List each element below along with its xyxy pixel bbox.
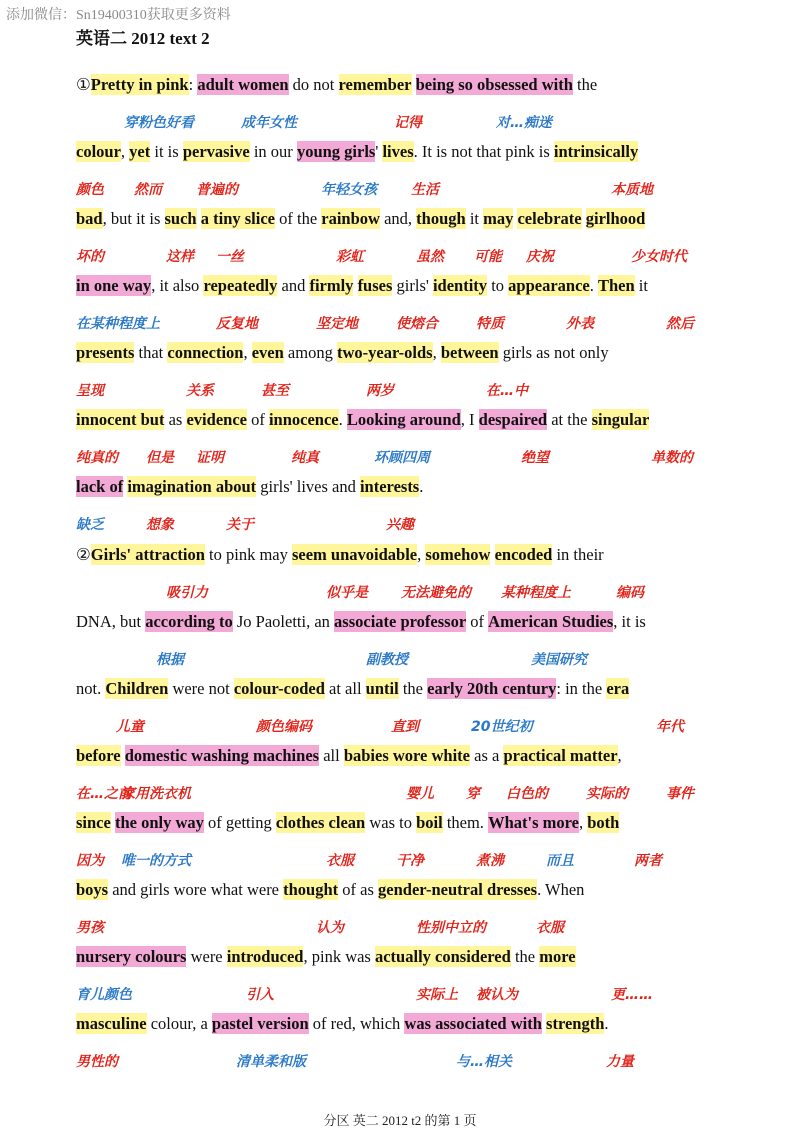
plain-text: . When [537, 880, 585, 899]
pink-highlight: despaired [478, 410, 548, 429]
chinese-annotation: 与…相关 [456, 1054, 512, 1070]
chinese-annotation: 关系 [186, 383, 214, 399]
english-line [76, 1012, 776, 1036]
yellow-highlight: boil [416, 813, 443, 832]
chinese-annotation: 清单柔和版 [236, 1054, 306, 1070]
chinese-annotation: 实际上 [416, 987, 458, 1003]
translation-line [76, 179, 776, 201]
plain-text: of red, which [308, 1014, 405, 1033]
plain-text: girls' [392, 276, 433, 295]
chinese-annotation: 在某种程度上 [76, 316, 160, 332]
yellow-highlight: repeatedly [203, 276, 278, 295]
plain-text: . [589, 276, 598, 295]
yellow-highlight: singular [591, 410, 650, 429]
plain-text: . [338, 410, 347, 429]
yellow-highlight: practical matter [503, 746, 618, 765]
plain-text: at the [547, 410, 592, 429]
pink-highlight: pastel version [211, 1014, 309, 1033]
yellow-highlight: connection [167, 343, 244, 362]
chinese-annotation: 男孩 [76, 920, 104, 936]
plain-text [412, 75, 416, 94]
pink-highlight: was associated with [404, 1014, 542, 1033]
plain-text: , [243, 343, 252, 362]
yellow-highlight: intrinsically [553, 142, 639, 161]
chinese-annotation: 儿童 [116, 719, 144, 735]
translation-line [76, 984, 776, 1006]
yellow-highlight: yet [129, 142, 151, 161]
chinese-annotation: 编码 [616, 585, 644, 601]
plain-text: , but it is [102, 209, 165, 228]
chinese-annotation: 白色的 [506, 786, 548, 802]
chinese-annotation: 某种程度上 [501, 585, 571, 601]
yellow-highlight: colour [76, 142, 121, 161]
chinese-annotation: 呈现 [76, 383, 104, 399]
yellow-highlight: encoded [494, 545, 553, 564]
plain-text: of [466, 612, 489, 631]
yellow-highlight: identity [432, 276, 488, 295]
english-line [76, 207, 776, 231]
yellow-highlight: firmly [309, 276, 354, 295]
chinese-annotation: 反复地 [216, 316, 258, 332]
chinese-annotation: 唯一的方式 [121, 853, 191, 869]
yellow-highlight: until [365, 679, 399, 698]
chinese-annotation: 可能 [474, 249, 502, 265]
yellow-highlight: imagination about [127, 477, 257, 496]
plain-text: . It is not that pink is [413, 142, 554, 161]
english-line [76, 73, 776, 97]
chinese-annotation: 引入 [246, 987, 274, 1003]
yellow-highlight: babies wore white [343, 746, 471, 765]
chinese-annotation: 使熔合 [396, 316, 438, 332]
chinese-annotation: 力量 [606, 1054, 634, 1070]
yellow-highlight: clothes clean [275, 813, 366, 832]
chinese-annotation: 年轻女孩 [321, 182, 377, 198]
plain-text: of getting [203, 813, 276, 832]
plain-text: to [487, 276, 509, 295]
chinese-annotation: 环顾四周 [374, 450, 430, 466]
english-line [76, 140, 776, 164]
chinese-annotation: 本质地 [611, 182, 653, 198]
plain-text: , it is [613, 612, 646, 631]
chinese-annotation: 颜色编码 [256, 719, 312, 735]
chinese-annotation: 但是 [146, 450, 174, 466]
plain-text: not. [76, 679, 106, 698]
plain-text: in their [552, 545, 604, 564]
plain-text: in our [249, 142, 297, 161]
yellow-highlight: lives [382, 142, 414, 161]
chinese-annotation: 对…痴迷 [496, 115, 552, 131]
yellow-highlight: appearance [508, 276, 590, 295]
plain-text: the [398, 679, 428, 698]
pink-highlight: lack of [76, 477, 124, 496]
plain-text: : in the [556, 679, 607, 698]
chinese-annotation: 坏的 [76, 249, 104, 265]
plain-text: and girls wore what were [108, 880, 284, 899]
plain-text: girls as not only [498, 343, 609, 362]
translation-line [76, 649, 776, 671]
chinese-annotation: 生活 [411, 182, 439, 198]
pink-highlight: according to [145, 612, 233, 631]
chinese-annotation: 然后 [666, 316, 694, 332]
chinese-annotation: 少女时代 [631, 249, 687, 265]
yellow-highlight: masculine [76, 1014, 147, 1033]
pink-highlight: adult women [197, 75, 289, 94]
yellow-highlight: colour-coded [233, 679, 325, 698]
english-line [76, 408, 776, 432]
chinese-annotation: 干净 [396, 853, 424, 869]
chinese-annotation: 被认为 [476, 987, 518, 1003]
yellow-highlight: era [606, 679, 630, 698]
chinese-annotation: 衣服 [536, 920, 564, 936]
chinese-annotation: 然而 [134, 182, 162, 198]
chinese-annotation: 想象 [146, 517, 174, 533]
chinese-annotation: 缺乏 [76, 517, 104, 533]
chinese-annotation: 而且 [546, 853, 574, 869]
chinese-annotation: 似乎是 [326, 585, 368, 601]
chinese-annotation: 性别中立的 [416, 920, 486, 936]
plain-text: Jo Paoletti, an [232, 612, 335, 631]
chinese-annotation: 副教授 [366, 652, 408, 668]
yellow-highlight: strength [546, 1014, 605, 1033]
chinese-annotation: 煮沸 [476, 853, 504, 869]
yellow-highlight: gender-neutral dresses [378, 880, 538, 899]
plain-text: among [283, 343, 337, 362]
page-title: 英语二 2012 text 2 [76, 29, 210, 48]
plain-text: was to [365, 813, 417, 832]
yellow-highlight: such [164, 209, 197, 228]
chinese-annotation: 虽然 [416, 249, 444, 265]
english-line [76, 341, 776, 365]
yellow-highlight: boys [76, 880, 109, 899]
chinese-annotation: 在…之前 [76, 786, 132, 802]
chinese-annotation: 育儿颜色 [76, 987, 132, 1003]
plain-text: , it also [151, 276, 204, 295]
chinese-annotation: 纯真 [291, 450, 319, 466]
plain-text: it [634, 276, 648, 295]
english-line [76, 475, 776, 499]
chinese-annotation: 在…中 [486, 383, 528, 399]
yellow-highlight: Children [105, 679, 169, 698]
translation-line [76, 850, 776, 872]
plain-text: ② [76, 545, 91, 564]
plain-text: it is [150, 142, 183, 161]
pink-highlight: young girls [296, 142, 376, 161]
plain-text: . [419, 477, 424, 496]
pink-highlight: domestic washing machines [124, 746, 320, 765]
yellow-highlight: innocence [268, 410, 339, 429]
english-line [76, 945, 776, 969]
english-line [76, 610, 776, 634]
chinese-annotation: 年代 [656, 719, 684, 735]
pink-highlight: early 20th century [427, 679, 557, 698]
chinese-annotation: 一丝 [216, 249, 244, 265]
yellow-highlight: actually considered [374, 947, 511, 966]
plain-text: at all [324, 679, 366, 698]
yellow-highlight: since [76, 813, 111, 832]
yellow-highlight: girlhood [585, 209, 646, 228]
pink-highlight: American Studies [488, 612, 614, 631]
pink-highlight: in one way [76, 276, 152, 295]
chinese-annotation: 直到 [391, 719, 419, 735]
yellow-highlight: two-year-olds [336, 343, 433, 362]
yellow-highlight: evidence [186, 410, 247, 429]
translation-line [76, 582, 776, 604]
pink-highlight: What's more [488, 813, 579, 832]
yellow-highlight: Pretty in pink [90, 75, 189, 94]
plain-text: that [134, 343, 168, 362]
chinese-annotation: 甚至 [261, 383, 289, 399]
plain-text: the [572, 75, 598, 94]
chinese-annotation: 单数的 [651, 450, 693, 466]
english-line [76, 811, 776, 835]
chinese-annotation: 特质 [476, 316, 504, 332]
plain-text: , [417, 545, 426, 564]
plain-text: and [277, 276, 310, 295]
plain-text: as a [470, 746, 504, 765]
translation-line [76, 514, 776, 536]
plain-text: , [432, 343, 441, 362]
plain-text: were [186, 947, 227, 966]
page-footer: 分区 英二 2012 t2 的第 1 页 [323, 1113, 477, 1128]
yellow-highlight: seem unavoidable [291, 545, 418, 564]
pink-highlight: associate professor [334, 612, 467, 631]
plain-text: : [188, 75, 198, 94]
plain-text: . [604, 1014, 609, 1033]
yellow-highlight: pervasive [182, 142, 250, 161]
chinese-annotation: 婴儿 [406, 786, 434, 802]
yellow-highlight: a tiny slice [200, 209, 275, 228]
english-line [76, 543, 776, 567]
chinese-annotation: 认为 [316, 920, 344, 936]
chinese-annotation: 记得 [394, 115, 422, 131]
pink-highlight: nursery colours [76, 947, 187, 966]
chinese-annotation: 因为 [76, 853, 104, 869]
plain-text: as [164, 410, 187, 429]
yellow-highlight: interests [359, 477, 420, 496]
yellow-highlight: between [440, 343, 499, 362]
chinese-annotation: 根据 [156, 652, 184, 668]
chinese-annotation: 颜色 [76, 182, 104, 198]
plain-text: DNA, but [76, 612, 146, 631]
chinese-annotation: 彩虹 [336, 249, 364, 265]
english-line [76, 677, 776, 701]
plain-text [353, 276, 357, 295]
pink-highlight: Looking around [346, 410, 461, 429]
chinese-annotation: 绝望 [521, 450, 549, 466]
yellow-highlight: innocent but [76, 410, 165, 429]
chinese-annotation: 衣服 [326, 853, 354, 869]
chinese-annotation: 两岁 [366, 383, 394, 399]
yellow-highlight: celebrate [517, 209, 582, 228]
chinese-annotation: 兴趣 [386, 517, 414, 533]
chinese-annotation: 纯真的 [76, 450, 118, 466]
yellow-highlight: even [251, 343, 284, 362]
english-line [76, 878, 776, 902]
yellow-highlight: both [587, 813, 620, 832]
english-line [76, 744, 776, 768]
yellow-highlight: bad [76, 209, 103, 228]
chinese-annotation: 家用洗衣机 [121, 786, 191, 802]
yellow-highlight: Girls' attraction [90, 545, 205, 564]
chinese-annotation: 坚定地 [316, 316, 358, 332]
yellow-highlight: somehow [425, 545, 491, 564]
plain-text: to pink may [204, 545, 292, 564]
yellow-highlight: fuses [357, 276, 393, 295]
chinese-annotation: 男性的 [76, 1054, 118, 1070]
plain-text: all [319, 746, 344, 765]
chinese-annotation: 吸引力 [166, 585, 208, 601]
plain-text: were not [168, 679, 234, 698]
translation-line [76, 246, 776, 268]
plain-text: colour, a [146, 1014, 212, 1033]
yellow-highlight: though [416, 209, 466, 228]
translation-line [76, 783, 776, 805]
chinese-annotation: 成年女性 [241, 115, 297, 131]
plain-text: of as [338, 880, 379, 899]
plain-text: of [246, 410, 269, 429]
yellow-highlight: rainbow [321, 209, 380, 228]
plain-text [490, 545, 494, 564]
chinese-annotation: 更…… [611, 987, 653, 1003]
yellow-highlight: presents [76, 343, 135, 362]
plain-text: of the [274, 209, 322, 228]
chinese-annotation: 穿 [466, 786, 480, 802]
yellow-highlight: Then [597, 276, 635, 295]
translation-line [76, 313, 776, 335]
watermark: 添加微信：Sn19400310获取更多资料 [6, 8, 231, 23]
translation-line [76, 1051, 776, 1073]
yellow-highlight: may [483, 209, 514, 228]
chinese-annotation: 穿粉色好看 [124, 115, 194, 131]
plain-text: do not [288, 75, 339, 94]
plain-text: and, [379, 209, 417, 228]
english-line [76, 274, 776, 298]
chinese-annotation: 美国研究 [531, 652, 587, 668]
translation-line [76, 380, 776, 402]
chinese-annotation: 这样 [166, 249, 194, 265]
chinese-annotation: 实际的 [586, 786, 628, 802]
translation-line [76, 716, 776, 738]
chinese-annotation: 无法避免的 [401, 585, 471, 601]
plain-text: girls' lives and [256, 477, 360, 496]
plain-text: , pink was [303, 947, 375, 966]
plain-text: them. [442, 813, 489, 832]
plain-text: , [617, 746, 622, 765]
plain-text: ' [375, 142, 383, 161]
chinese-annotation: 关于 [226, 517, 254, 533]
yellow-highlight: more [539, 947, 576, 966]
plain-text: , [578, 813, 588, 832]
translation-line [76, 447, 776, 469]
chinese-annotation: 证明 [196, 450, 224, 466]
translation-line [76, 112, 776, 134]
translation-line [76, 917, 776, 939]
chinese-annotation: 事件 [666, 786, 694, 802]
plain-text: it [465, 209, 484, 228]
yellow-highlight: introduced [226, 947, 304, 966]
yellow-highlight: thought [283, 880, 339, 899]
chinese-annotation: 20世纪初 [471, 719, 533, 735]
chinese-annotation: 普遍的 [196, 182, 238, 198]
plain-text: the [510, 947, 540, 966]
plain-text: , I [460, 410, 479, 429]
pink-highlight: being so obsessed with [415, 75, 573, 94]
pink-highlight: the only way [114, 813, 204, 832]
plain-text: ① [76, 75, 91, 94]
plain-text: , [120, 142, 130, 161]
chinese-annotation: 两者 [634, 853, 662, 869]
yellow-highlight: before [76, 746, 121, 765]
chinese-annotation: 外表 [566, 316, 594, 332]
chinese-annotation: 庆祝 [526, 249, 554, 265]
yellow-highlight: remember [338, 75, 412, 94]
